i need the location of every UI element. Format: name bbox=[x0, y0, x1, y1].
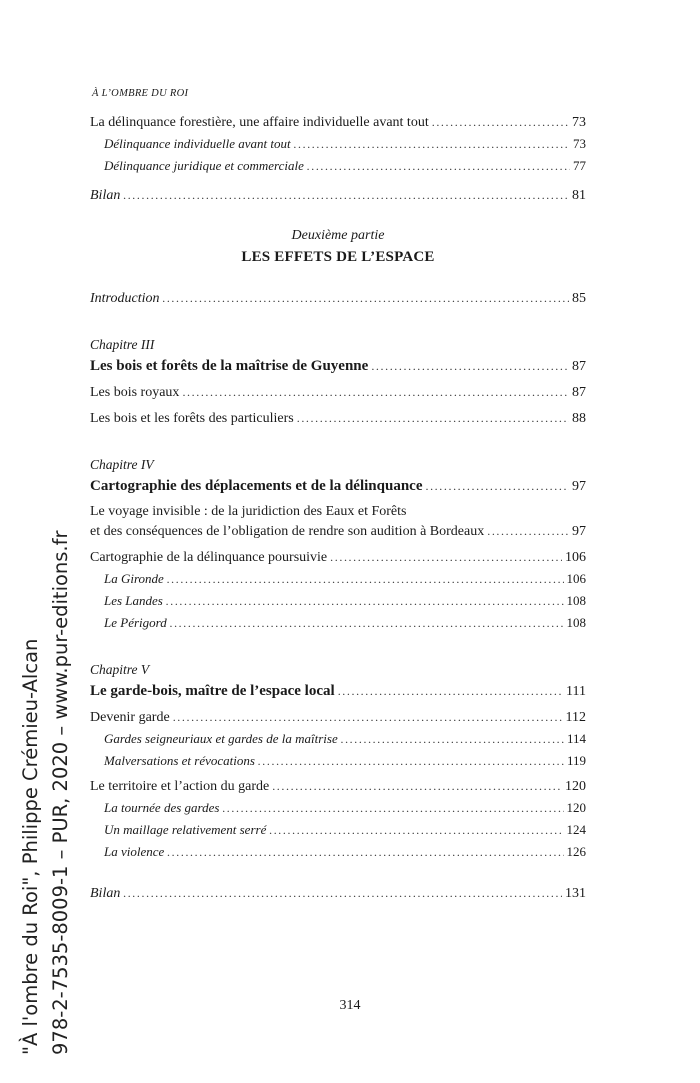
toc-entry-page: 120 bbox=[565, 779, 586, 794]
toc-entry-title: Cartographie des déplacements et de la délinquance bbox=[90, 478, 423, 494]
dot-leader bbox=[272, 776, 562, 797]
toc-subentry bbox=[90, 612, 586, 634]
side-credit-line-2: 978-2-7535-8009-1 – PUR, 2020 – www.pur-editions.fr bbox=[49, 530, 72, 1055]
toc-entry-title: La tournée des gardes bbox=[104, 800, 220, 815]
dot-leader bbox=[167, 842, 563, 863]
toc-entry-title: Bilan bbox=[90, 886, 121, 901]
toc-subentry bbox=[90, 155, 586, 177]
toc-entry-title: Le Périgord bbox=[104, 615, 167, 630]
chapter-title bbox=[90, 680, 586, 703]
toc-entry-page: 87 bbox=[572, 385, 586, 400]
part-title: LES EFFETS DE L’ESPACE bbox=[241, 249, 435, 265]
toc-entry-page: 108 bbox=[566, 593, 586, 608]
toc-entry bbox=[90, 112, 586, 133]
toc-entry bbox=[90, 521, 586, 542]
dot-leader bbox=[338, 680, 563, 703]
toc-entry-page: 97 bbox=[572, 524, 586, 539]
toc-entry-title: Les bois et les forêts des particuliers bbox=[90, 411, 294, 426]
toc-entry-page: 111 bbox=[566, 684, 586, 699]
toc-entry-title: Les Landes bbox=[104, 593, 163, 608]
chapter-title bbox=[90, 475, 586, 498]
toc-introduction bbox=[90, 288, 586, 309]
toc-entry-page: 119 bbox=[566, 753, 586, 768]
toc-entry bbox=[90, 547, 586, 568]
dot-leader bbox=[269, 820, 563, 841]
toc-entry-title: La Gironde bbox=[104, 571, 164, 586]
toc-entry-title: Devenir garde bbox=[90, 710, 170, 725]
toc-subentry bbox=[90, 819, 586, 841]
dot-leader bbox=[425, 475, 569, 498]
toc-entry bbox=[90, 408, 586, 429]
toc-entry-page: 85 bbox=[572, 291, 586, 306]
toc-entry bbox=[90, 382, 586, 403]
toc-entry-page: 106 bbox=[565, 550, 586, 565]
toc-entry-page: 73 bbox=[573, 136, 586, 151]
toc-entry-title: Le territoire et l’action du garde bbox=[90, 779, 270, 794]
toc-entry bbox=[90, 707, 586, 728]
toc-entry-title: Introduction bbox=[90, 291, 160, 306]
side-credit-line-1: "À l'ombre du Roi", Philippe Crémieu-Alcan bbox=[19, 638, 42, 1055]
table-of-contents bbox=[90, 112, 586, 904]
toc-subentry bbox=[90, 568, 586, 590]
toc-entry-title: Malversations et révocations bbox=[104, 753, 255, 768]
toc-entry-page: 88 bbox=[572, 411, 586, 426]
dot-leader bbox=[258, 751, 564, 772]
toc-subentry bbox=[90, 590, 586, 612]
toc-entry-page: 81 bbox=[572, 188, 586, 203]
toc-entry-page: 124 bbox=[566, 822, 586, 837]
chapter-label: Chapitre III bbox=[90, 337, 155, 352]
toc-entry-title: Bilan bbox=[90, 188, 121, 203]
toc-entry-page: 114 bbox=[566, 731, 586, 746]
toc-entry-title: Un maillage relativement serré bbox=[104, 822, 267, 837]
toc-entry bbox=[90, 776, 586, 797]
toc-entry-title: et des conséquences de l’obligation de rendre son audition à Bordeaux bbox=[90, 524, 485, 539]
toc-bilan bbox=[90, 185, 586, 206]
toc-entry-page: 108 bbox=[566, 615, 586, 630]
dot-leader bbox=[222, 798, 563, 819]
page-number: 314 bbox=[339, 998, 361, 1013]
toc-entry-title: Cartographie de la délinquance poursuivie bbox=[90, 550, 328, 565]
chapter-title bbox=[90, 355, 586, 378]
toc-entry-page: 97 bbox=[572, 479, 586, 494]
toc-subentry bbox=[90, 728, 586, 750]
dot-leader bbox=[167, 569, 564, 590]
toc-entry-title: Délinquance individuelle avant tout bbox=[104, 136, 291, 151]
toc-entry-title: Gardes seigneuriaux et gardes de la maîtrise bbox=[104, 731, 338, 746]
dot-leader bbox=[487, 521, 569, 542]
dot-leader bbox=[170, 613, 564, 634]
dot-leader bbox=[182, 382, 569, 403]
toc-entry-title: Le garde-bois, maître de l’espace local bbox=[90, 683, 335, 699]
toc-entry-title: La violence bbox=[104, 844, 165, 859]
toc-subentry bbox=[90, 750, 586, 772]
toc-entry-page: 126 bbox=[566, 844, 586, 859]
dot-leader bbox=[371, 355, 569, 378]
dot-leader bbox=[432, 112, 569, 133]
toc-subentry bbox=[90, 133, 586, 155]
part-label: Deuxième partie bbox=[291, 228, 385, 243]
toc-bilan bbox=[90, 883, 586, 904]
dot-leader bbox=[162, 288, 569, 309]
toc-entry-title: Les bois et forêts de la maîtrise de Guyenne bbox=[90, 358, 369, 374]
running-head: À L’OMBRE DU ROI bbox=[92, 88, 189, 99]
chapter-label: Chapitre V bbox=[90, 662, 150, 677]
dot-leader bbox=[330, 547, 562, 568]
side-credit bbox=[16, 530, 76, 1055]
toc-entry-title: Les bois royaux bbox=[90, 385, 180, 400]
toc-entry-page: 106 bbox=[566, 571, 586, 586]
chapter-label: Chapitre IV bbox=[90, 457, 154, 472]
dot-leader bbox=[123, 185, 569, 206]
dot-leader bbox=[166, 591, 564, 612]
dot-leader bbox=[341, 729, 564, 750]
dot-leader bbox=[297, 408, 569, 429]
dot-leader bbox=[307, 156, 570, 177]
toc-entry-page: 77 bbox=[573, 158, 586, 173]
dot-leader bbox=[173, 707, 563, 728]
toc-entry-page: 131 bbox=[565, 886, 586, 901]
dot-leader bbox=[123, 883, 562, 904]
toc-entry-title: Délinquance juridique et commerciale bbox=[104, 158, 304, 173]
toc-entry-line: Le voyage invisible : de la juridiction des Eaux et Forêts bbox=[90, 504, 407, 519]
dot-leader bbox=[294, 134, 570, 155]
toc-subentry bbox=[90, 797, 586, 819]
toc-entry-title: La délinquance forestière, une affaire individuelle avant tout bbox=[90, 115, 429, 130]
toc-entry-page: 73 bbox=[572, 115, 586, 130]
toc-entry-page: 112 bbox=[565, 710, 586, 725]
toc-subentry bbox=[90, 841, 586, 863]
toc-entry-page: 120 bbox=[566, 800, 586, 815]
toc-entry-page: 87 bbox=[572, 359, 586, 374]
